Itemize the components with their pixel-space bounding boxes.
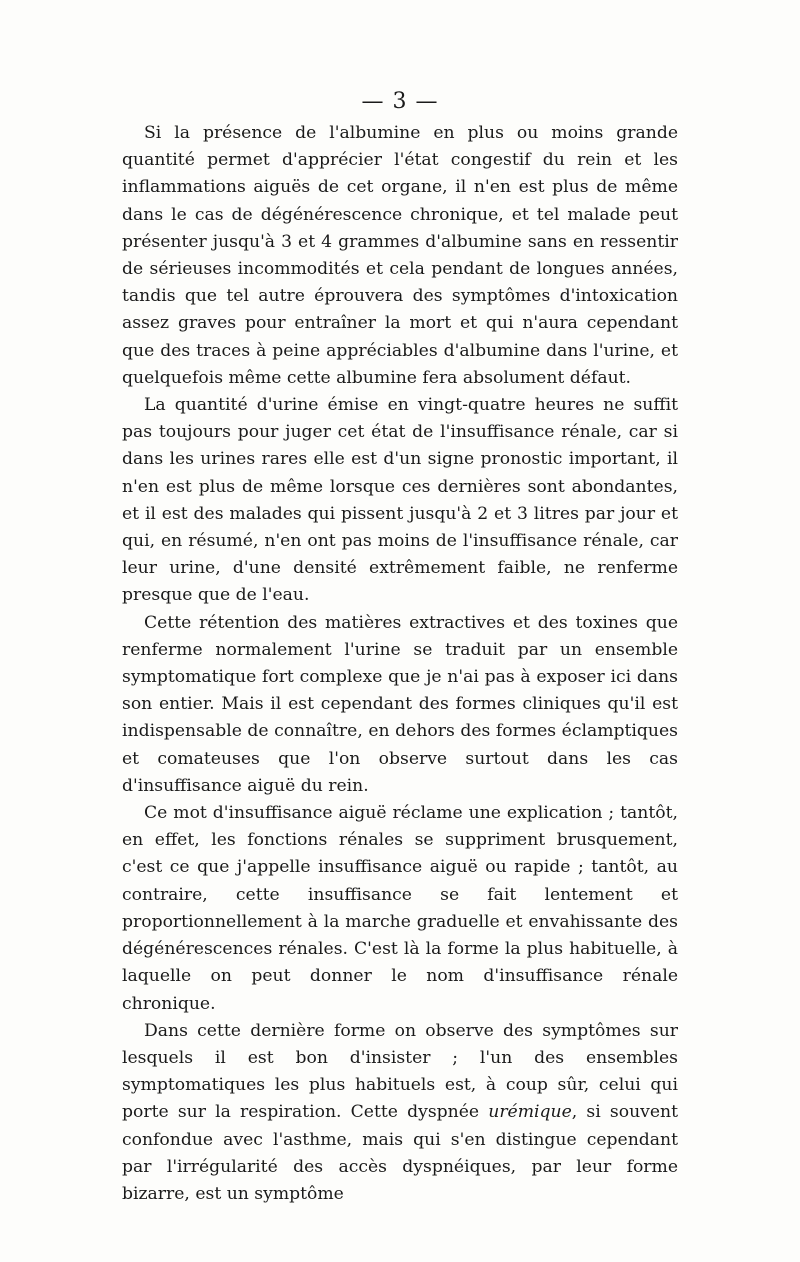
paragraph-retention: Cette rétention des matières extractives et des toxines que renferme normalement l'urine se traduit par un ensemble symptomatique fort complexe que je n'ai pas à exposer ici dans son entier. Mais il est cependant des formes cliniques qu'il est indispensable de connaître, en dehors des formes éclamptiques et comateuses que l'on observe surtout dans les cas d'insuffisance aiguë du rein. xyxy=(122,612,678,796)
paragraph-quantite-urine: La quantité d'urine émise en vingt-quatre heures ne suffit pas toujours pour juger cet état de l'insuffisance rénale, car si dans les urines rares elle est d'un signe pronostic important, il n'en est plus de même lorsque ces dernières sont abondantes, et il est des malades qui pissent jusqu'à 2 et 3 litres par jour et qui, en résumé, n'en ont pas moins de l'insuffisance rénale, car leur urine, d'une densité extrêmement faible, ne renferme presque que de l'eau. xyxy=(122,395,678,606)
page-text-block xyxy=(122,88,678,1208)
paragraph-insuffisance-aigue: Ce mot d'insuffisance aiguë réclame une explication ; tantôt, en effet, les fonctions rénales se suppriment brusquement, c'est ce que j'appelle insuffisance aiguë ou rapide ; tantôt, au contraire, cette insuffisance se fait lentement et proportionnellement à la marche graduelle et envahissante des dégénérescences rénales. C'est là la forme la plus habituelle, à laquelle on peut donner le nom d'insuffisance rénale chronique. xyxy=(122,803,678,1014)
paragraph-dyspnee xyxy=(122,1018,678,1208)
emphasized-term: urémique xyxy=(488,1102,572,1123)
page-number: — 3 — xyxy=(361,89,439,114)
paragraph-dyspnee-start: Dans cette dernière forme on observe des symptômes sur lesquels il est bon d'insister ; l'un des ensembles symptomatiques les plus habituels est, à coup sûr, celui qui porte sur la respiration. Cette dyspnée xyxy=(122,1020,678,1123)
paragraph-albumine: Si la présence de l'albumine en plus ou moins grande quantité permet d'apprécier l'état congestif du rein et les inflammations aiguës de cet organe, il n'en est plus de même dans le cas de dégénérescence chronique, et tel malade peut présenter jusqu'à 3 et 4 grammes d'albumine sans en ressentir de sérieuses incommodités et cela pendant de longues années, tandis que tel autre éprouvera des symptômes d'intoxication assez graves pour entraîner la mort et qui n'aura cependant que des traces à peine appréciables d'albumine dans l'urine, et quelquefois même cette albumine fera absolument défaut. xyxy=(122,123,678,388)
paragraph-dyspnee-end: , si souvent confondue avec l'asthme, mais qui s'en distingue cependant par l'irrégularité des accès dyspnéiques, par leur forme bizarre, est un symptôme xyxy=(122,1102,678,1204)
